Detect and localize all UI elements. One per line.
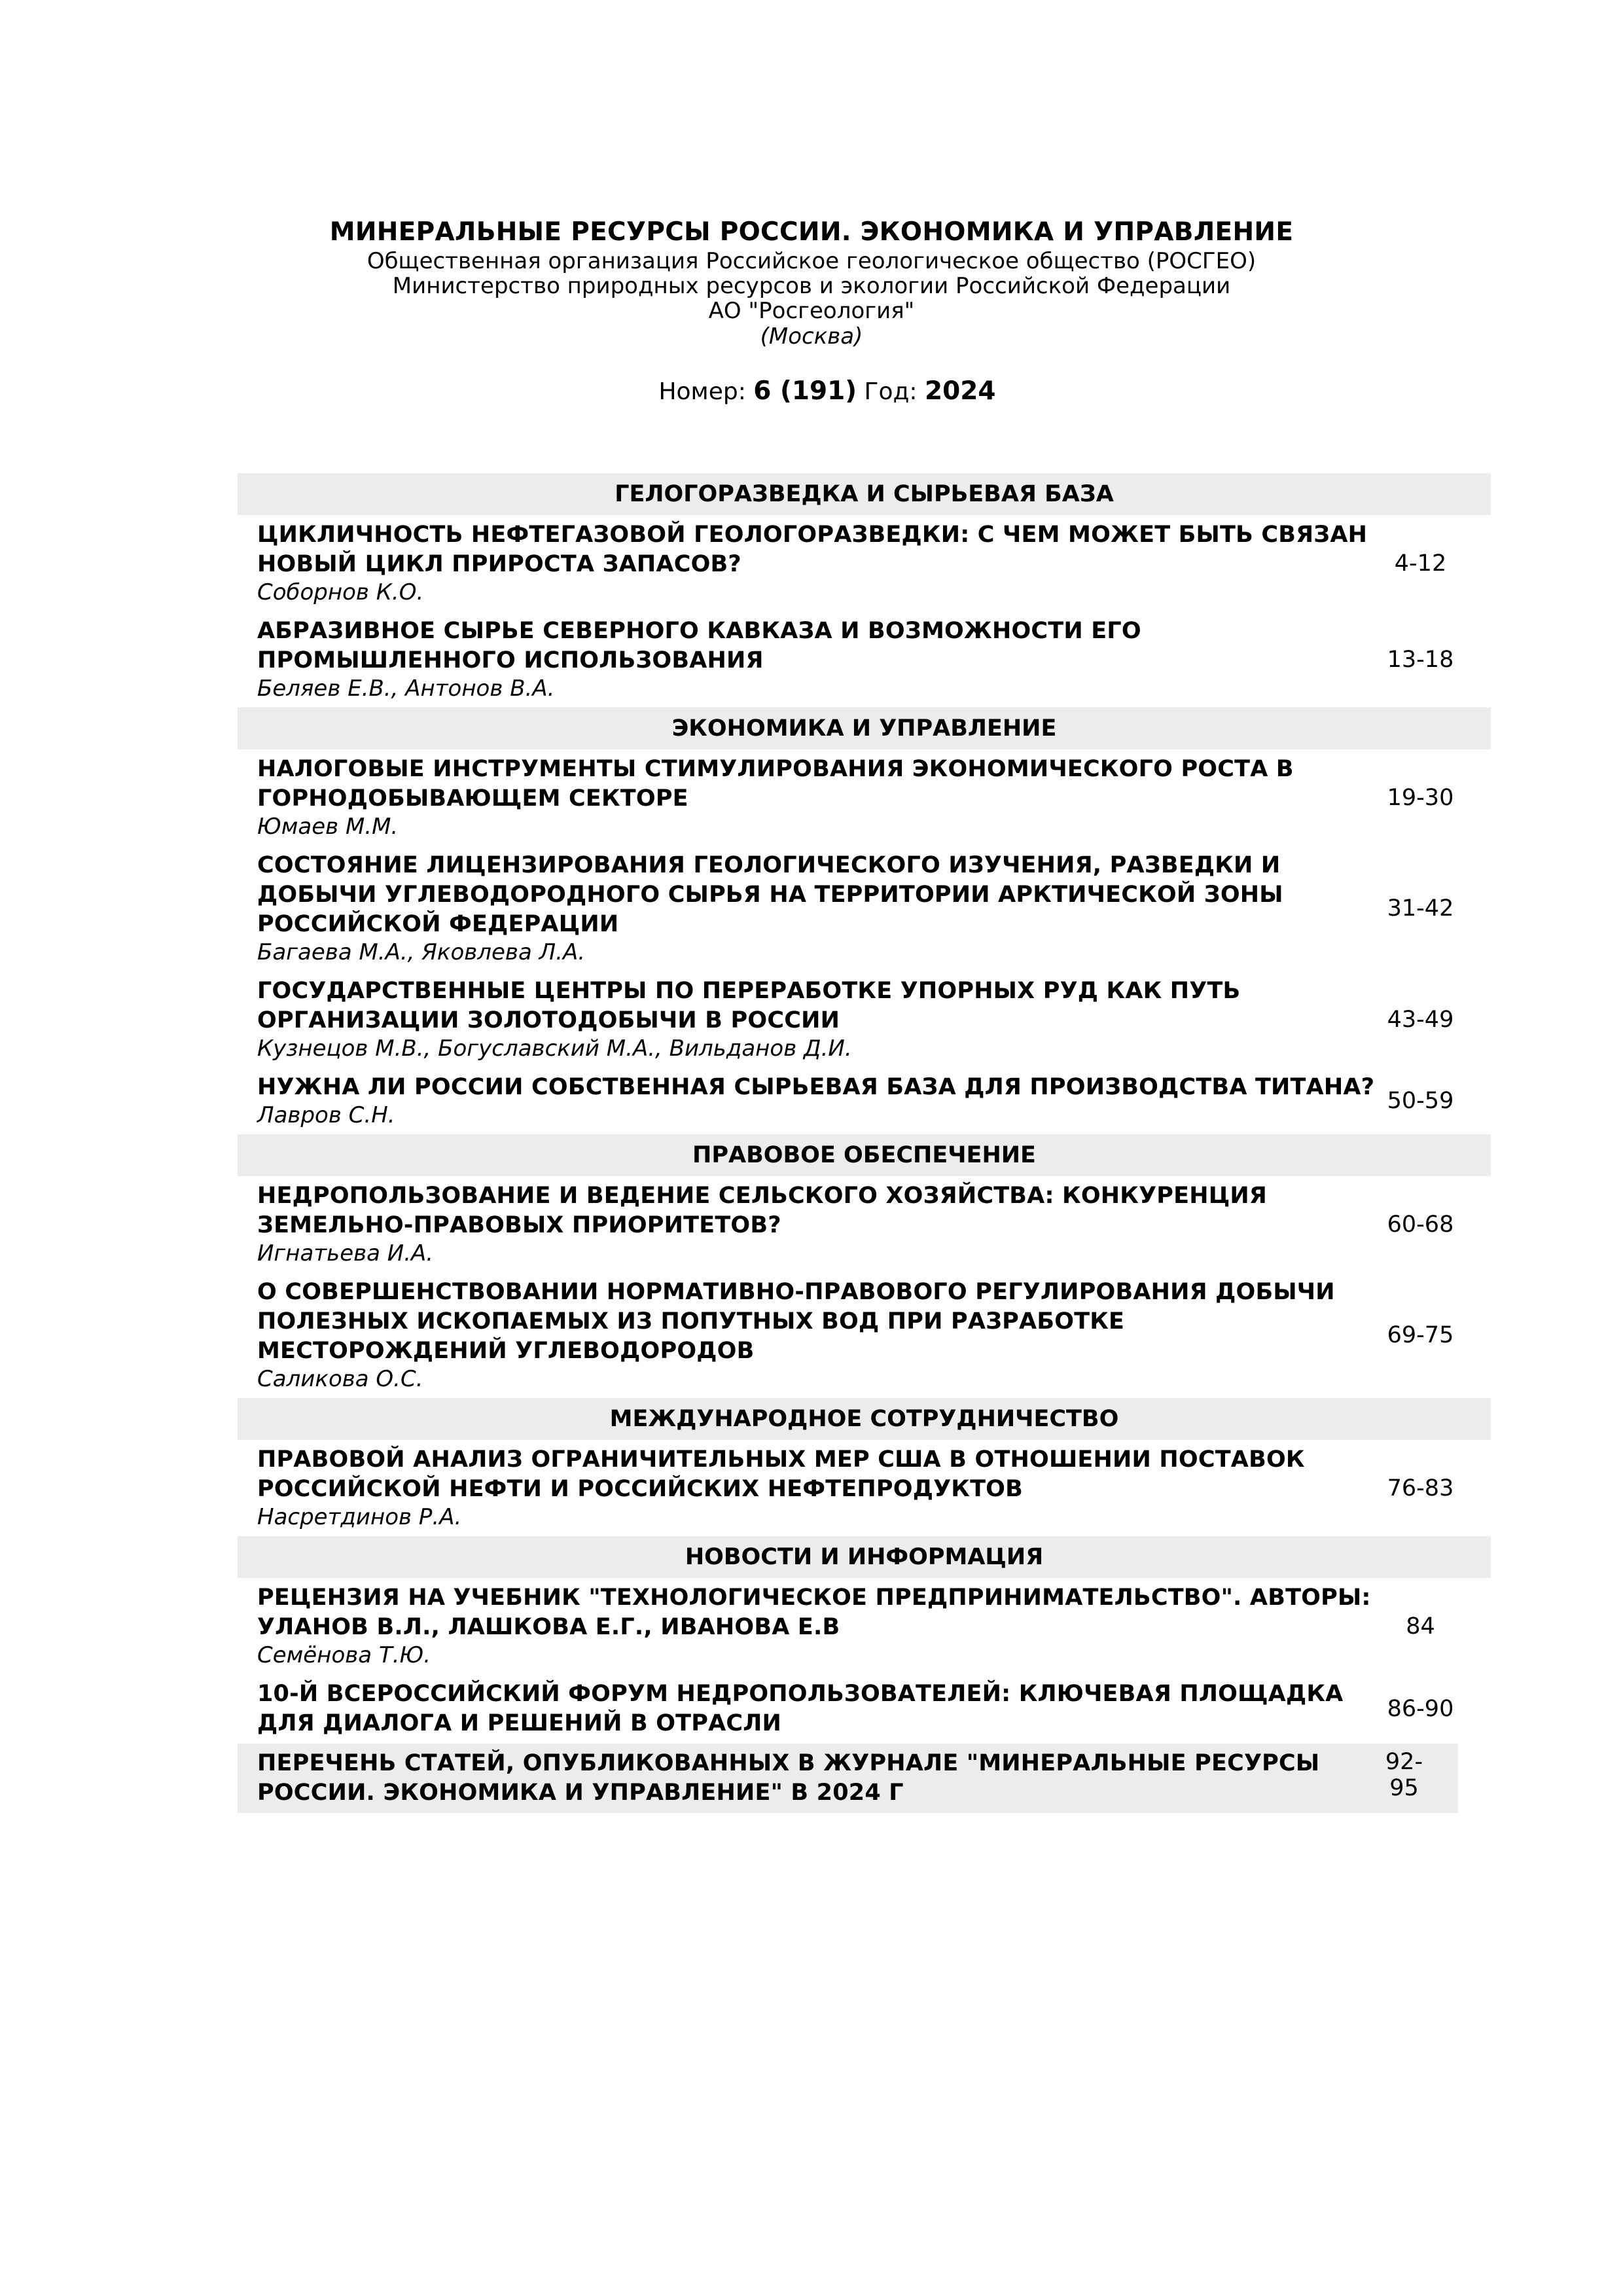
article-authors: Насретдинов Р.А. <box>257 1504 462 1530</box>
article-pages: 19-30 <box>1387 784 1454 811</box>
publisher-line: Министерство природных ресурсов и экологии Российской Федерации <box>392 273 1231 299</box>
article-row <box>238 1272 1491 1398</box>
article-row <box>238 611 1491 708</box>
article-title-link[interactable]: О СОВЕРШЕНСТВОВАНИИ НОРМАТИВНО-ПРАВОВОГО РЕГУЛИРОВАНИЯ ДОБЫЧИ ПОЛЕЗНЫХ ИСКОПАЕМЫХ ИЗ ПОПУТНЫХ ВОД ПРИ РАЗРАБОТКЕ МЕСТОРОЖДЕНИЙ УГЛЕВОДОРОДОВ <box>257 1279 1335 1364</box>
article-row <box>238 1440 1491 1536</box>
article-title-link[interactable]: РЕЦЕНЗИЯ НА УЧЕБНИК "ТЕХНОЛОГИЧЕСКОЕ ПРЕДПРИНИМАТЕЛЬСТВО". АВТОРЫ: УЛАНОВ В.Л., ЛАШКОВА Е.Г., ИВАНОВА Е.В <box>257 1585 1371 1640</box>
article-title-link[interactable]: СОСТОЯНИЕ ЛИЦЕНЗИРОВАНИЯ ГЕОЛОГИЧЕСКОГО ИЗУЧЕНИЯ, РАЗВЕДКИ И ДОБЫЧИ УГЛЕВОДОРОДНОГО СЫРЬЯ НА ТЕРРИТОРИИ АРКТИЧЕСКОЙ ЗОНЫ РОССИЙСКОЙ ФЕДЕРАЦИИ <box>257 852 1283 937</box>
issue-number: 6 (191) <box>753 376 857 406</box>
article-authors: Соборнов К.О. <box>257 579 424 605</box>
article-row <box>238 971 1491 1067</box>
section-heading: МЕЖДУНАРОДНОЕ СОТРУДНИЧЕСТВО <box>238 1398 1491 1440</box>
article-title-link[interactable]: ПЕРЕЧЕНЬ СТАТЕЙ, ОПУБЛИКОВАННЫХ В ЖУРНАЛЕ "МИНЕРАЛЬНЫЕ РЕСУРСЫ РОССИИ. ЭКОНОМИКА И УПРАВЛЕНИЕ" В 2024 Г <box>257 1750 1320 1806</box>
article-pages: 86-90 <box>1387 1696 1454 1722</box>
article-row <box>238 1578 1491 1674</box>
article-row <box>238 1067 1491 1134</box>
article-info <box>257 1278 1376 1393</box>
article-title-link[interactable]: НЕДРОПОЛЬЗОВАНИЕ И ВЕДЕНИЕ СЕЛЬСКОГО ХОЗЯЙСТВА: КОНКУРЕНЦИЯ ЗЕМЕЛЬНО-ПРАВОВЫХ ПРИОРИТЕТОВ? <box>257 1183 1268 1238</box>
article-title-link[interactable]: НАЛОГОВЫЕ ИНСТРУМЕНТЫ СТИМУЛИРОВАНИЯ ЭКОНОМИЧЕСКОГО РОСТА В ГОРНОДОБЫВАЮЩЕМ СЕКТОРЕ <box>257 756 1294 812</box>
article-info <box>257 617 1376 702</box>
article-row <box>238 749 1491 846</box>
article-title-link[interactable]: АБРАЗИВНОЕ СЫРЬЕ СЕВЕРНОГО КАВКАЗА И ВОЗМОЖНОСТИ ЕГО ПРОМЫШЛЕННОГО ИСПОЛЬЗОВАНИЯ <box>257 618 1141 673</box>
article-authors: Саликова О.С. <box>257 1366 423 1392</box>
article-info <box>257 1181 1376 1267</box>
article-title-link[interactable]: НУЖНА ЛИ РОССИИ СОБСТВЕННАЯ СЫРЬЕВАЯ БАЗА ДЛЯ ПРОИЗВОДСТВА ТИТАНА? <box>257 1074 1375 1100</box>
issue-info <box>0 376 1623 406</box>
issue-year-label: Год: <box>864 378 918 405</box>
article-info <box>257 1749 1376 1808</box>
article-authors: Юмаев М.М. <box>257 814 399 840</box>
section-heading: ГЕЛОГОРАЗВЕДКА И СЫРЬЕВАЯ БАЗА <box>238 473 1491 515</box>
journal-title: МИНЕРАЛЬНЫЕ РЕСУРСЫ РОССИИ. ЭКОНОМИКА И УПРАВЛЕНИЕ <box>329 217 1294 247</box>
article-row <box>238 1176 1491 1272</box>
article-pages: 60-68 <box>1387 1211 1454 1238</box>
article-authors: Семёнова Т.Ю. <box>257 1642 431 1668</box>
article-pages: 69-75 <box>1387 1322 1454 1348</box>
issue-year: 2024 <box>924 376 996 406</box>
article-authors: Лавров С.Н. <box>257 1102 395 1128</box>
article-row <box>238 1674 1491 1744</box>
article-info <box>257 1073 1376 1129</box>
journal-header <box>0 216 1623 350</box>
article-row <box>238 1744 1458 1813</box>
section-heading: НОВОСТИ И ИНФОРМАЦИЯ <box>238 1536 1491 1578</box>
article-authors: Беляев Е.В., Антонов В.А. <box>257 675 555 702</box>
publisher-city: (Москва) <box>760 323 863 350</box>
article-info <box>257 851 1376 966</box>
article-info <box>257 1583 1376 1669</box>
section-heading: ПРАВОВОЕ ОБЕСПЕЧЕНИЕ <box>238 1134 1491 1176</box>
section-heading: ЭКОНОМИКА И УПРАВЛЕНИЕ <box>238 708 1491 749</box>
article-info <box>257 1679 1376 1738</box>
article-authors: Багаева М.А., Яковлева Л.А. <box>257 939 586 965</box>
publisher-line: Общественная организация Российское геологическое общество (РОСГЕО) <box>366 248 1257 274</box>
article-pages: 92-95 <box>1385 1749 1423 1801</box>
article-authors: Игнатьева И.А. <box>257 1240 434 1266</box>
article-pages: 13-18 <box>1387 646 1454 673</box>
article-pages: 50-59 <box>1387 1088 1454 1114</box>
publisher-line: АО "Росгеология" <box>708 298 915 324</box>
table-of-contents <box>238 473 1491 1813</box>
issue-number-label: Номер: <box>658 378 746 405</box>
article-pages: 43-49 <box>1387 1006 1454 1033</box>
article-title-link[interactable]: ПРАВОВОЙ АНАЛИЗ ОГРАНИЧИТЕЛЬНЫХ МЕР США В ОТНОШЕНИИ ПОСТАВОК РОССИЙСКОЙ НЕФТИ И РОССИЙСКИХ НЕФТЕПРОДУКТОВ <box>257 1446 1305 1502</box>
article-pages: 84 <box>1406 1613 1435 1640</box>
article-pages: 76-83 <box>1387 1475 1454 1501</box>
article-authors: Кузнецов М.В., Богуславский М.А., Вильданов Д.И. <box>257 1035 852 1062</box>
article-pages: 31-42 <box>1387 895 1454 922</box>
article-row <box>238 515 1491 611</box>
article-pages: 4-12 <box>1394 550 1447 577</box>
article-info <box>257 977 1376 1062</box>
article-title-link[interactable]: ЦИКЛИЧНОСТЬ НЕФТЕГАЗОВОЙ ГЕОЛОГОРАЗВЕДКИ: С ЧЕМ МОЖЕТ БЫТЬ СВЯЗАН НОВЫЙ ЦИКЛ ПРИРОСТА ЗАПАСОВ? <box>257 522 1368 577</box>
article-info <box>257 520 1376 606</box>
article-row <box>238 846 1491 971</box>
article-title-link[interactable]: ГОСУДАРСТВЕННЫЕ ЦЕНТРЫ ПО ПЕРЕРАБОТКЕ УПОРНЫХ РУД КАК ПУТЬ ОРГАНИЗАЦИИ ЗОЛОТОДОБЫЧИ В РОССИИ <box>257 978 1241 1033</box>
article-info <box>257 755 1376 840</box>
article-info <box>257 1445 1376 1531</box>
article-title-link[interactable]: 10-Й ВСЕРОССИЙСКИЙ ФОРУМ НЕДРОПОЛЬЗОВАТЕЛЕЙ: КЛЮЧЕВАЯ ПЛОЩАДКА ДЛЯ ДИАЛОГА И РЕШЕНИЙ В ОТРАСЛИ <box>257 1681 1344 1736</box>
